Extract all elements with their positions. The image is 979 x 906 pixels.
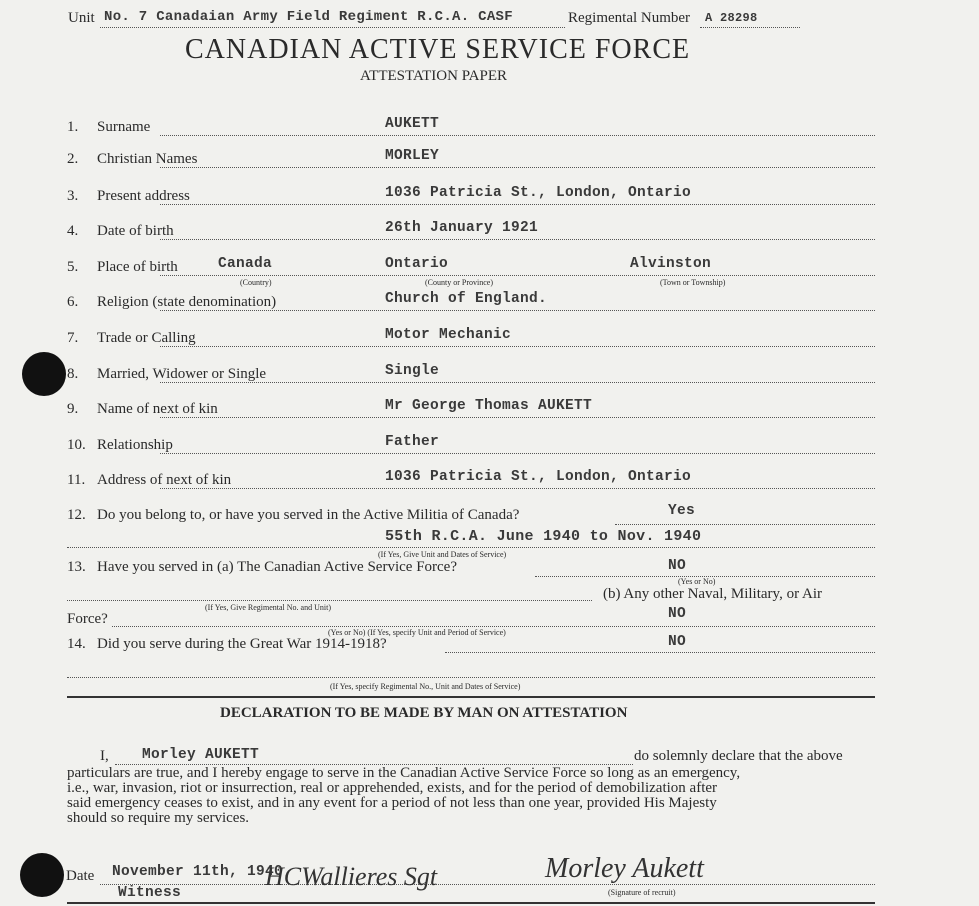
field-number: 10. [67, 437, 86, 453]
field-number: 9. [67, 401, 79, 417]
declaration-line: particulars are true, and I hereby engage to serve in the Canadian Active Service Force so long as an emergency, [67, 765, 741, 781]
field-row [67, 437, 173, 454]
field-label: Address of next of kin [97, 472, 232, 488]
bottom-rule [67, 902, 875, 904]
declaration-line: said emergency ceases to exist, and in any event for a period of not less than one year, provided His Majesty [67, 795, 717, 811]
field-label: Surname [97, 119, 151, 135]
field-value: Motor Mechanic [385, 327, 512, 343]
dotted-leader [160, 346, 875, 347]
dotted-leader [160, 135, 875, 136]
field-number: 4. [67, 223, 79, 239]
birth-town: Alvinston [630, 256, 712, 272]
form-subtitle: ATTESTATION PAPER [360, 68, 508, 84]
dotted-leader [160, 382, 875, 383]
dotted-leader [160, 488, 875, 489]
field-label: Relationship [97, 437, 173, 453]
q13-number: 13. [67, 559, 86, 575]
birth-province: Ontario [385, 256, 449, 272]
field-number: 2. [67, 151, 79, 167]
field-value: 1036 Patricia St., London, Ontario [385, 469, 692, 485]
field-label: Present address [97, 188, 190, 204]
field-value: 1036 Patricia St., London, Ontario [385, 185, 692, 201]
field-value: AUKETT [385, 116, 440, 132]
field-label: Date of birth [97, 223, 174, 239]
field-value: Single [385, 363, 440, 379]
field-row [67, 151, 197, 168]
q13b-hint: (Yes or No) (If Yes, specify Unit and Period of Service) [328, 628, 506, 637]
q13b-value: NO [668, 606, 687, 622]
field-value: MORLEY [385, 148, 440, 164]
declaration-body [67, 766, 887, 826]
date-label: Date [66, 868, 95, 884]
dotted-leader [160, 167, 875, 168]
field-value: Father [385, 434, 440, 450]
dotted-leader [160, 275, 875, 276]
field-number: 3. [67, 188, 79, 204]
dotted-leader [700, 27, 800, 28]
recruit-signature-hint: (Signature of recruit) [608, 888, 676, 897]
field-row [67, 401, 218, 418]
divider [67, 696, 875, 698]
field-row [67, 223, 174, 240]
field-row [67, 366, 266, 383]
declaration-line: i.e., war, invasion, riot or insurrection, real or apprehended, exists, and for the period of demobilization after [67, 780, 718, 796]
q14-value: NO [668, 634, 687, 650]
unit-label: Unit [68, 10, 95, 26]
q12-hint: (If Yes, Give Unit and Dates of Service) [378, 550, 507, 559]
dotted-leader [160, 453, 875, 454]
dotted-leader [615, 524, 875, 525]
q13b-label: (b) Any other Naval, Military, or Air [603, 586, 822, 602]
recruit-signature: Morley Aukett [545, 853, 704, 884]
punch-hole [20, 853, 64, 897]
q12-value: Yes [668, 503, 696, 519]
q12-label: Do you belong to, or have you served in the Active Militia of Canada? [97, 507, 520, 523]
field-value: 26th January 1921 [385, 220, 539, 236]
dotted-leader [160, 239, 875, 240]
field-number: 5. [67, 259, 79, 275]
q13a-hint: (If Yes, Give Regimental No. and Unit) [205, 603, 331, 612]
date-value: November 11th, 1940 [112, 864, 284, 880]
q14-label: Did you serve during the Great War 1914-1918? [97, 636, 387, 652]
dotted-leader [100, 27, 565, 28]
witness-signature: HCWallieres Sgt [265, 862, 438, 891]
regimental-number-label: Regimental Number [568, 10, 691, 26]
field-row [67, 119, 150, 136]
declaration-title: DECLARATION TO BE MADE BY MAN ON ATTESTATION [220, 705, 628, 721]
dotted-leader [67, 547, 875, 548]
question-13 [67, 559, 457, 576]
q14-hint: (If Yes, specify Regimental No., Unit and Dates of Service) [330, 682, 521, 691]
question-14 [67, 636, 387, 653]
field-row [67, 259, 178, 276]
q12-detail: 55th R.C.A. June 1940 to Nov. 1940 [385, 528, 702, 545]
field-number: 11. [67, 472, 86, 488]
q13a-value: NO [668, 558, 687, 574]
field-row [67, 188, 190, 205]
dotted-leader [160, 310, 875, 311]
field-row [67, 330, 196, 347]
declaration-line: should so require my services. [67, 810, 250, 826]
field-number: 8. [67, 366, 79, 382]
birth-country: Canada [218, 256, 273, 272]
dotted-leader [160, 417, 875, 418]
regimental-number-value: A 28298 [705, 11, 758, 25]
q13a-label: Have you served in (a) The Canadian Active Service Force? [97, 559, 457, 575]
q12-number: 12. [67, 507, 86, 523]
declarant-name: Morley AUKETT [142, 747, 260, 763]
declaration-line1-end: do solemnly declare that the above [634, 748, 843, 764]
field-number: 1. [67, 119, 79, 135]
punch-hole [22, 352, 66, 396]
unit-value: No. 7 Canadaian Army Field Regiment R.C.A. CASF [104, 9, 513, 25]
q13a-yesno-hint: (Yes or No) [678, 577, 716, 586]
field-value: Mr George Thomas AUKETT [385, 398, 593, 414]
dotted-leader [67, 677, 875, 678]
town-hint: (Town or Township) [660, 278, 726, 287]
field-number: 6. [67, 294, 79, 310]
declaration-i: I, [100, 748, 109, 764]
field-number: 7. [67, 330, 79, 346]
q13b-label-force: Force? [67, 611, 108, 627]
field-label: Trade or Calling [97, 330, 196, 346]
dotted-leader [160, 204, 875, 205]
dotted-leader [100, 884, 875, 885]
field-row [67, 294, 276, 311]
field-label: Christian Names [97, 151, 198, 167]
field-label: Place of birth [97, 259, 178, 275]
field-label: Name of next of kin [97, 401, 218, 417]
country-hint: (Country) [240, 278, 272, 287]
dotted-leader [445, 652, 875, 653]
question-12 [67, 507, 519, 524]
q14-number: 14. [67, 636, 86, 652]
province-hint: (County or Province) [425, 278, 493, 287]
field-label: Religion (state denomination) [97, 294, 277, 310]
dotted-leader [112, 626, 875, 627]
dotted-leader [67, 600, 592, 601]
field-value: Church of England. [385, 291, 548, 307]
witness-label: Witness [118, 885, 182, 901]
form-title: CANADIAN ACTIVE SERVICE FORCE [185, 34, 691, 65]
field-row [67, 472, 231, 489]
field-label: Married, Widower or Single [97, 366, 267, 382]
